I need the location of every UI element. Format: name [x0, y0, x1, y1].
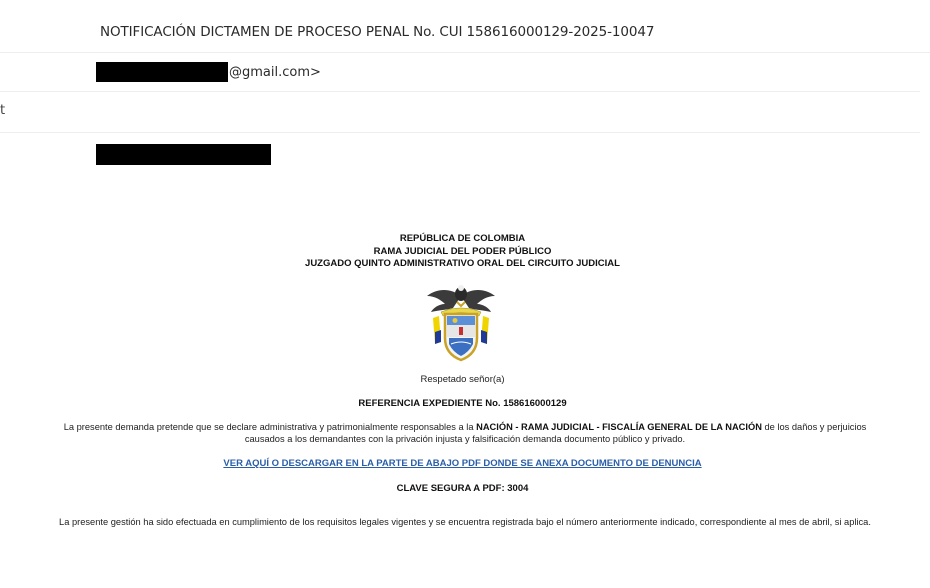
divider — [0, 91, 920, 92]
sender-row — [96, 62, 321, 82]
greeting: Respetado señor(a) — [420, 374, 505, 385]
body-bold-entity: NACIÓN - RAMA JUDICIAL - FISCALÍA GENERAL DE LA NACIÓN — [476, 422, 762, 432]
header-line-2: RAMA JUDICIAL DEL PODER PÚBLICO — [373, 245, 552, 257]
redacted-recipient — [96, 144, 271, 165]
divider — [0, 52, 930, 53]
body-text-1: La presente demanda pretende que se declare administrativa y patrimonialmente responsables a la — [63, 422, 477, 432]
body-text-2: de los daños y perjuicios causados a los demandantes con la privación injusta y falsificación demanda documento público y privado. — [244, 422, 867, 444]
email-subject: NOTIFICACIÓN DICTAMEN DE PROCESO PENAL No. CUI 158616000129-2025-10047 — [100, 24, 655, 40]
download-document-link[interactable]: VER AQUÍ O DESCARGAR EN LA PARTE DE ABAJO PDF DONDE SE ANEXA DOCUMENTO DE DENUNCIA — [223, 458, 702, 469]
header-line-3: JUZGADO QUINTO ADMINISTRATIVO ORAL DEL CIRCUITO JUDICIAL — [305, 258, 620, 269]
cut-off-text: t — [0, 103, 6, 118]
sender-email[interactable]: @gmail.com> — [229, 64, 321, 80]
pdf-password: CLAVE SEGURA A PDF: 3004 — [396, 483, 529, 494]
footer-text: La presente gestión ha sido efectuada en cumplimiento de los requisitos legales vigentes y se encuentra registrada bajo el número anteriormente indicado, correspondiente al mes de abril, si aplica. — [59, 517, 871, 527]
header-line-1: REPÚBLICA DE COLOMBIA — [399, 233, 526, 244]
redacted-sender-name — [96, 62, 228, 82]
document-link-row — [40, 458, 885, 469]
colombia-coat-of-arms-icon — [423, 282, 499, 364]
reference-number: REFERENCIA EXPEDIENTE No. 158616000129 — [358, 398, 567, 409]
letter-header — [40, 233, 885, 271]
divider — [0, 132, 920, 133]
letter-body — [55, 421, 875, 445]
